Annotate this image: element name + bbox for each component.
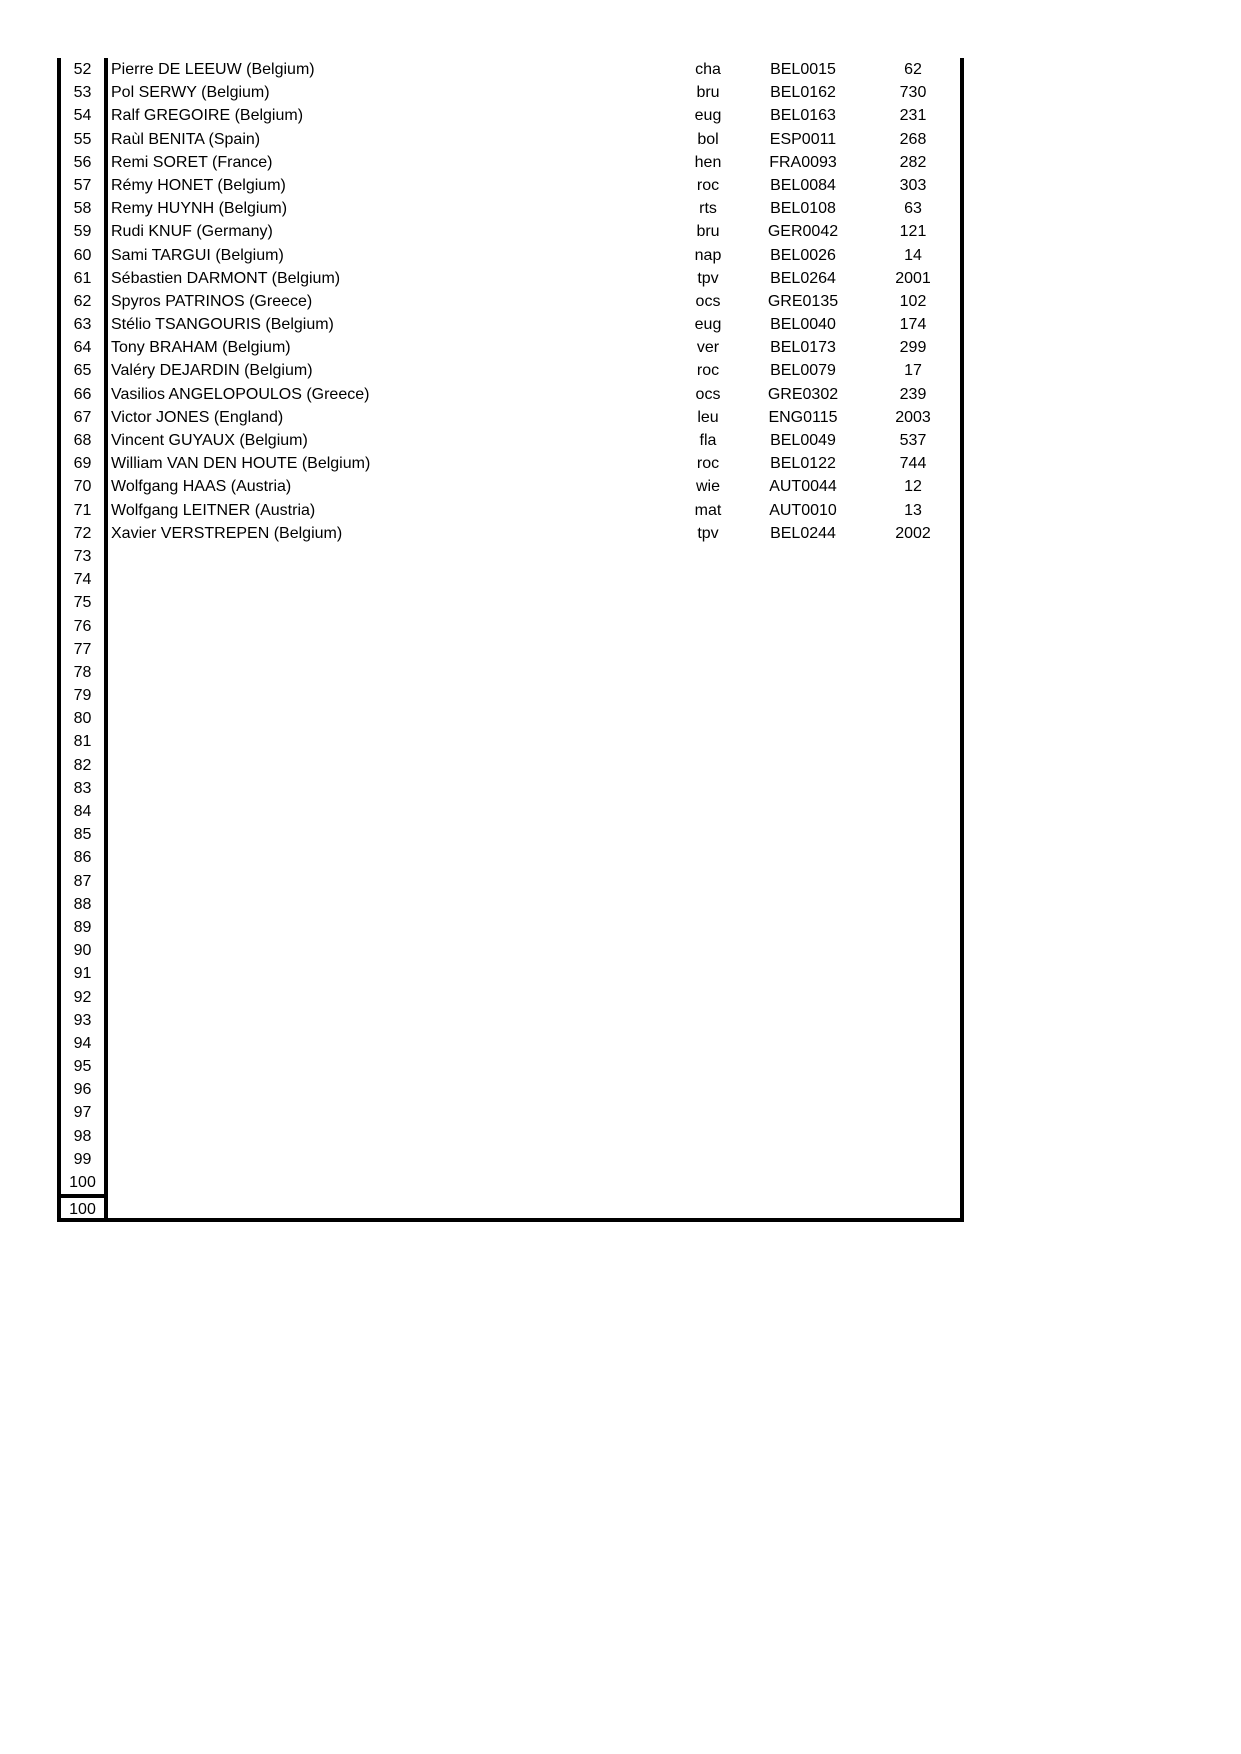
participant-id [748,615,858,638]
participant-score: 2001 [895,269,931,287]
club-code [668,545,748,568]
participant-name [108,1055,668,1078]
participant-id [748,730,858,753]
participant-name: William VAN DEN HOUTE (Belgium) [111,455,371,473]
table-row [61,568,960,591]
club-code [668,939,748,962]
row-number: 88 [61,893,108,916]
participant-id: BEL0264 [770,269,836,287]
table-row [61,962,960,985]
participant-name [108,800,668,823]
participant-name [108,846,668,869]
club-code: rts [699,200,717,218]
participant-id [748,1055,858,1078]
club-code [668,777,748,800]
table-row [61,1125,960,1148]
club-code [668,1171,748,1194]
participant-score: 102 [899,292,927,310]
participant-score [858,638,968,661]
participant-id [748,986,858,1009]
club-code: bru [696,84,720,102]
row-number: 78 [61,661,108,684]
table-row [61,800,960,823]
table-row [61,151,960,174]
club-code [668,1125,748,1148]
participant-score: 121 [899,223,927,241]
participant-id [748,893,858,916]
participant-score [858,661,968,684]
total-count: 100 [61,1194,108,1218]
participant-id [748,1101,858,1124]
participant-name: Vincent GUYAUX (Belgium) [111,432,308,449]
table-row [61,244,960,267]
club-code [668,1009,748,1032]
row-number: 58 [61,197,108,220]
table-row [61,1078,960,1101]
club-code [668,986,748,1009]
participant-name [108,823,668,846]
participant-name: Raùl BENITA (Spain) [111,130,261,148]
participant-score [858,1055,968,1078]
participant-score: 63 [904,200,922,218]
participant-score: 2003 [895,408,931,426]
participant-name: Valéry DEJARDIN (Belgium) [111,362,313,380]
participant-id: BEL0026 [770,246,836,264]
table-row [61,1148,960,1171]
participant-name: Remy HUYNH (Belgium) [111,200,288,218]
participant-id [748,1171,858,1194]
participant-score [858,1032,968,1055]
total-row [61,1194,960,1218]
participant-name [108,707,668,730]
participant-score [858,615,968,638]
participant-score [858,545,968,568]
table-row [61,475,960,498]
club-code [668,962,748,985]
club-code: ocs [695,292,721,310]
participant-score: 12 [904,478,922,496]
participant-score [858,939,968,962]
table-row [61,754,960,777]
participant-id [748,707,858,730]
row-number: 52 [61,58,108,81]
participant-id: BEL0244 [770,524,836,542]
club-code [668,591,748,614]
club-code [668,638,748,661]
participant-id [748,754,858,777]
row-number: 63 [61,313,108,336]
participant-name [108,661,668,684]
table-row [61,916,960,939]
table-row [61,58,960,81]
participant-id [748,1032,858,1055]
club-code: roc [696,455,720,473]
participant-id [748,545,858,568]
participant-name [108,591,668,614]
club-code: tpv [697,524,719,542]
participant-name: Spyros PATRINOS (Greece) [111,292,313,310]
club-code [668,1101,748,1124]
participant-name: Ralf GREGOIRE (Belgium) [111,107,304,125]
row-number: 84 [61,800,108,823]
participant-id [748,916,858,939]
row-number: 98 [61,1125,108,1148]
participant-score [858,684,968,707]
participant-score: 268 [899,130,927,148]
row-number: 74 [61,568,108,591]
table-row [61,429,960,452]
participant-id: BEL0015 [770,61,836,78]
table-row [61,730,960,753]
participant-id: BEL0040 [770,316,836,334]
participant-score [858,823,968,846]
participant-score: 17 [904,362,922,380]
club-code [668,800,748,823]
participant-name [108,916,668,939]
club-code: bol [697,130,719,148]
participant-score: 62 [904,61,922,78]
row-number: 93 [61,1009,108,1032]
row-number: 79 [61,684,108,707]
table-row [61,1101,960,1124]
row-number: 67 [61,406,108,429]
club-code: cha [695,61,721,78]
table-row [61,313,960,336]
table-row [61,406,960,429]
table-row [61,591,960,614]
participant-name [108,870,668,893]
participant-name [108,893,668,916]
table-row [61,1009,960,1032]
table-row [61,174,960,197]
participant-score [858,962,968,985]
participant-name [108,939,668,962]
participant-name [108,1009,668,1032]
row-number: 91 [61,962,108,985]
participant-name [108,1078,668,1101]
club-code [668,1032,748,1055]
row-number: 69 [61,452,108,475]
table-row [61,777,960,800]
participant-id [748,870,858,893]
table-row [61,104,960,127]
table-row [61,545,960,568]
participant-name [108,730,668,753]
table-row [61,986,960,1009]
participant-name [108,684,668,707]
row-number: 87 [61,870,108,893]
row-number: 80 [61,707,108,730]
row-number: 97 [61,1101,108,1124]
participant-score [858,1148,968,1171]
participant-score [858,1125,968,1148]
participant-name [108,962,668,985]
participant-id [748,1148,858,1171]
table-row [61,939,960,962]
row-number: 73 [61,545,108,568]
participant-name [108,1171,668,1194]
row-number: 72 [61,522,108,545]
participant-id [748,846,858,869]
participant-id [748,1009,858,1032]
row-number: 61 [61,267,108,290]
club-code [668,615,748,638]
row-number: 68 [61,429,108,452]
participant-score [858,1101,968,1124]
table-row [61,638,960,661]
club-code [668,754,748,777]
row-number: 60 [61,244,108,267]
participant-score: 730 [899,84,927,102]
participant-id: BEL0162 [770,84,836,102]
participant-name [108,568,668,591]
club-code [668,684,748,707]
club-code: eug [694,316,722,334]
participant-score [858,707,968,730]
club-code: tpv [697,269,719,287]
participant-id: BEL0079 [770,362,836,380]
row-number: 55 [61,128,108,151]
participant-id: BEL0122 [770,455,836,473]
club-code: roc [696,362,720,380]
club-code [668,916,748,939]
participant-score [858,591,968,614]
participant-score [858,800,968,823]
participant-name: Rudi KNUF (Germany) [111,223,273,241]
participant-id [748,823,858,846]
participant-id: BEL0108 [770,200,836,218]
club-code [668,1055,748,1078]
club-code [668,846,748,869]
row-number: 75 [61,591,108,614]
participant-id: AUT0044 [769,478,837,496]
row-number: 99 [61,1148,108,1171]
participant-id: FRA0093 [769,153,837,171]
club-code: leu [697,408,719,426]
club-code [668,568,748,591]
participant-name [108,1101,668,1124]
club-code [668,707,748,730]
table-row [61,383,960,406]
participant-name [108,777,668,800]
row-number: 85 [61,823,108,846]
participant-id [748,1078,858,1101]
row-number: 94 [61,1032,108,1055]
participant-id: GRE0302 [767,385,839,403]
table-row [61,661,960,684]
participant-id: GER0042 [767,223,839,241]
table-row [61,220,960,243]
club-code: eug [694,107,722,125]
row-number: 59 [61,220,108,243]
table-row [61,846,960,869]
table-row [61,336,960,359]
participant-score: 2002 [895,524,931,542]
row-number: 57 [61,174,108,197]
table-row [61,684,960,707]
participant-score [858,1009,968,1032]
participant-score [858,754,968,777]
participant-score [858,568,968,591]
participant-score [858,777,968,800]
participant-score: 744 [899,455,927,473]
participant-score [858,1171,968,1194]
participant-id [748,777,858,800]
participant-score [858,893,968,916]
table-row [61,81,960,104]
participant-name [108,638,668,661]
table-row [61,290,960,313]
row-number: 53 [61,81,108,104]
table-row [61,870,960,893]
participant-score: 231 [899,107,927,125]
club-code: mat [694,501,722,519]
row-number: 70 [61,475,108,498]
club-code [668,661,748,684]
row-number: 65 [61,359,108,382]
club-code: bru [696,223,720,241]
participant-id [748,591,858,614]
club-code: wie [695,478,720,496]
row-number: 71 [61,499,108,522]
table-row [61,128,960,151]
participant-id [748,638,858,661]
row-number: 83 [61,777,108,800]
club-code [668,1148,748,1171]
participant-score [858,870,968,893]
participant-id: AUT0010 [769,501,837,519]
table-row [61,499,960,522]
participant-score: 13 [904,501,922,519]
club-code [668,893,748,916]
participant-name [108,1032,668,1055]
participant-id: GRE0135 [767,292,839,310]
participant-score [858,916,968,939]
participant-id [748,800,858,823]
club-code: roc [696,176,720,194]
participant-name: Stélio TSANGOURIS (Belgium) [111,316,334,334]
participant-name: Pol SERWY (Belgium) [111,84,270,102]
club-code [668,870,748,893]
participant-name: Sébastien DARMONT (Belgium) [111,269,341,287]
participant-id: ENG0115 [768,408,838,426]
participant-score: 299 [899,339,927,357]
participant-name: Vasilios ANGELOPOULOS (Greece) [111,385,370,403]
row-number: 77 [61,638,108,661]
participant-name: Tony BRAHAM (Belgium) [111,339,291,357]
participant-name [108,1125,668,1148]
club-code: ver [696,339,720,357]
row-number: 96 [61,1078,108,1101]
club-code: hen [694,153,722,171]
participant-score: 282 [899,153,927,171]
table-row [61,197,960,220]
row-number: 86 [61,846,108,869]
participant-name [108,545,668,568]
table-row [61,823,960,846]
participant-name [108,615,668,638]
participant-name [108,1148,668,1171]
row-number: 92 [61,986,108,1009]
row-number: 95 [61,1055,108,1078]
table-row [61,1171,960,1194]
participant-id [748,684,858,707]
table-row [61,893,960,916]
row-number: 90 [61,939,108,962]
row-number: 89 [61,916,108,939]
participant-score: 14 [904,246,922,264]
table-row [61,1055,960,1078]
participant-name: Sami TARGUI (Belgium) [111,246,284,264]
participant-id [748,661,858,684]
row-number: 76 [61,615,108,638]
row-number: 56 [61,151,108,174]
participant-id [748,568,858,591]
table-row [61,267,960,290]
participant-score: 537 [899,432,927,449]
participant-name: Xavier VERSTREPEN (Belgium) [111,524,343,542]
participant-score: 239 [899,385,927,403]
row-number: 100 [61,1171,108,1194]
table-row [61,1032,960,1055]
club-code: nap [694,246,722,264]
club-code: fla [699,432,717,449]
participant-id [748,962,858,985]
participant-name: Wolfgang LEITNER (Austria) [111,501,316,519]
table-row [61,522,960,545]
participant-score: 174 [899,316,927,334]
participant-score [858,846,968,869]
participant-name: Pierre DE LEEUW (Belgium) [111,61,315,78]
participant-name: Victor JONES (England) [111,408,284,426]
participant-id [748,939,858,962]
table-row [61,359,960,382]
club-code [668,1078,748,1101]
row-number: 64 [61,336,108,359]
participant-id: ESP0011 [769,130,837,148]
row-number: 66 [61,383,108,406]
participants-table [57,58,964,1222]
participant-id [748,1125,858,1148]
participant-name [108,754,668,777]
table-row [61,707,960,730]
club-code [668,823,748,846]
club-code: ocs [695,385,721,403]
participant-score [858,986,968,1009]
participant-score: 303 [899,176,927,194]
row-number: 62 [61,290,108,313]
club-code [668,730,748,753]
participant-id: BEL0084 [770,176,836,194]
row-number: 54 [61,104,108,127]
participant-name: Wolfgang HAAS (Austria) [111,478,292,496]
participant-id: BEL0049 [770,432,836,449]
participant-score [858,730,968,753]
row-number: 81 [61,730,108,753]
participant-name [108,986,668,1009]
participant-name: Rémy HONET (Belgium) [111,176,286,194]
table-row [61,615,960,638]
table-row [61,452,960,475]
row-number: 82 [61,754,108,777]
participant-id: BEL0173 [770,339,836,357]
participant-id: BEL0163 [770,107,836,125]
participant-name: Remi SORET (France) [111,153,273,171]
participant-score [858,1078,968,1101]
